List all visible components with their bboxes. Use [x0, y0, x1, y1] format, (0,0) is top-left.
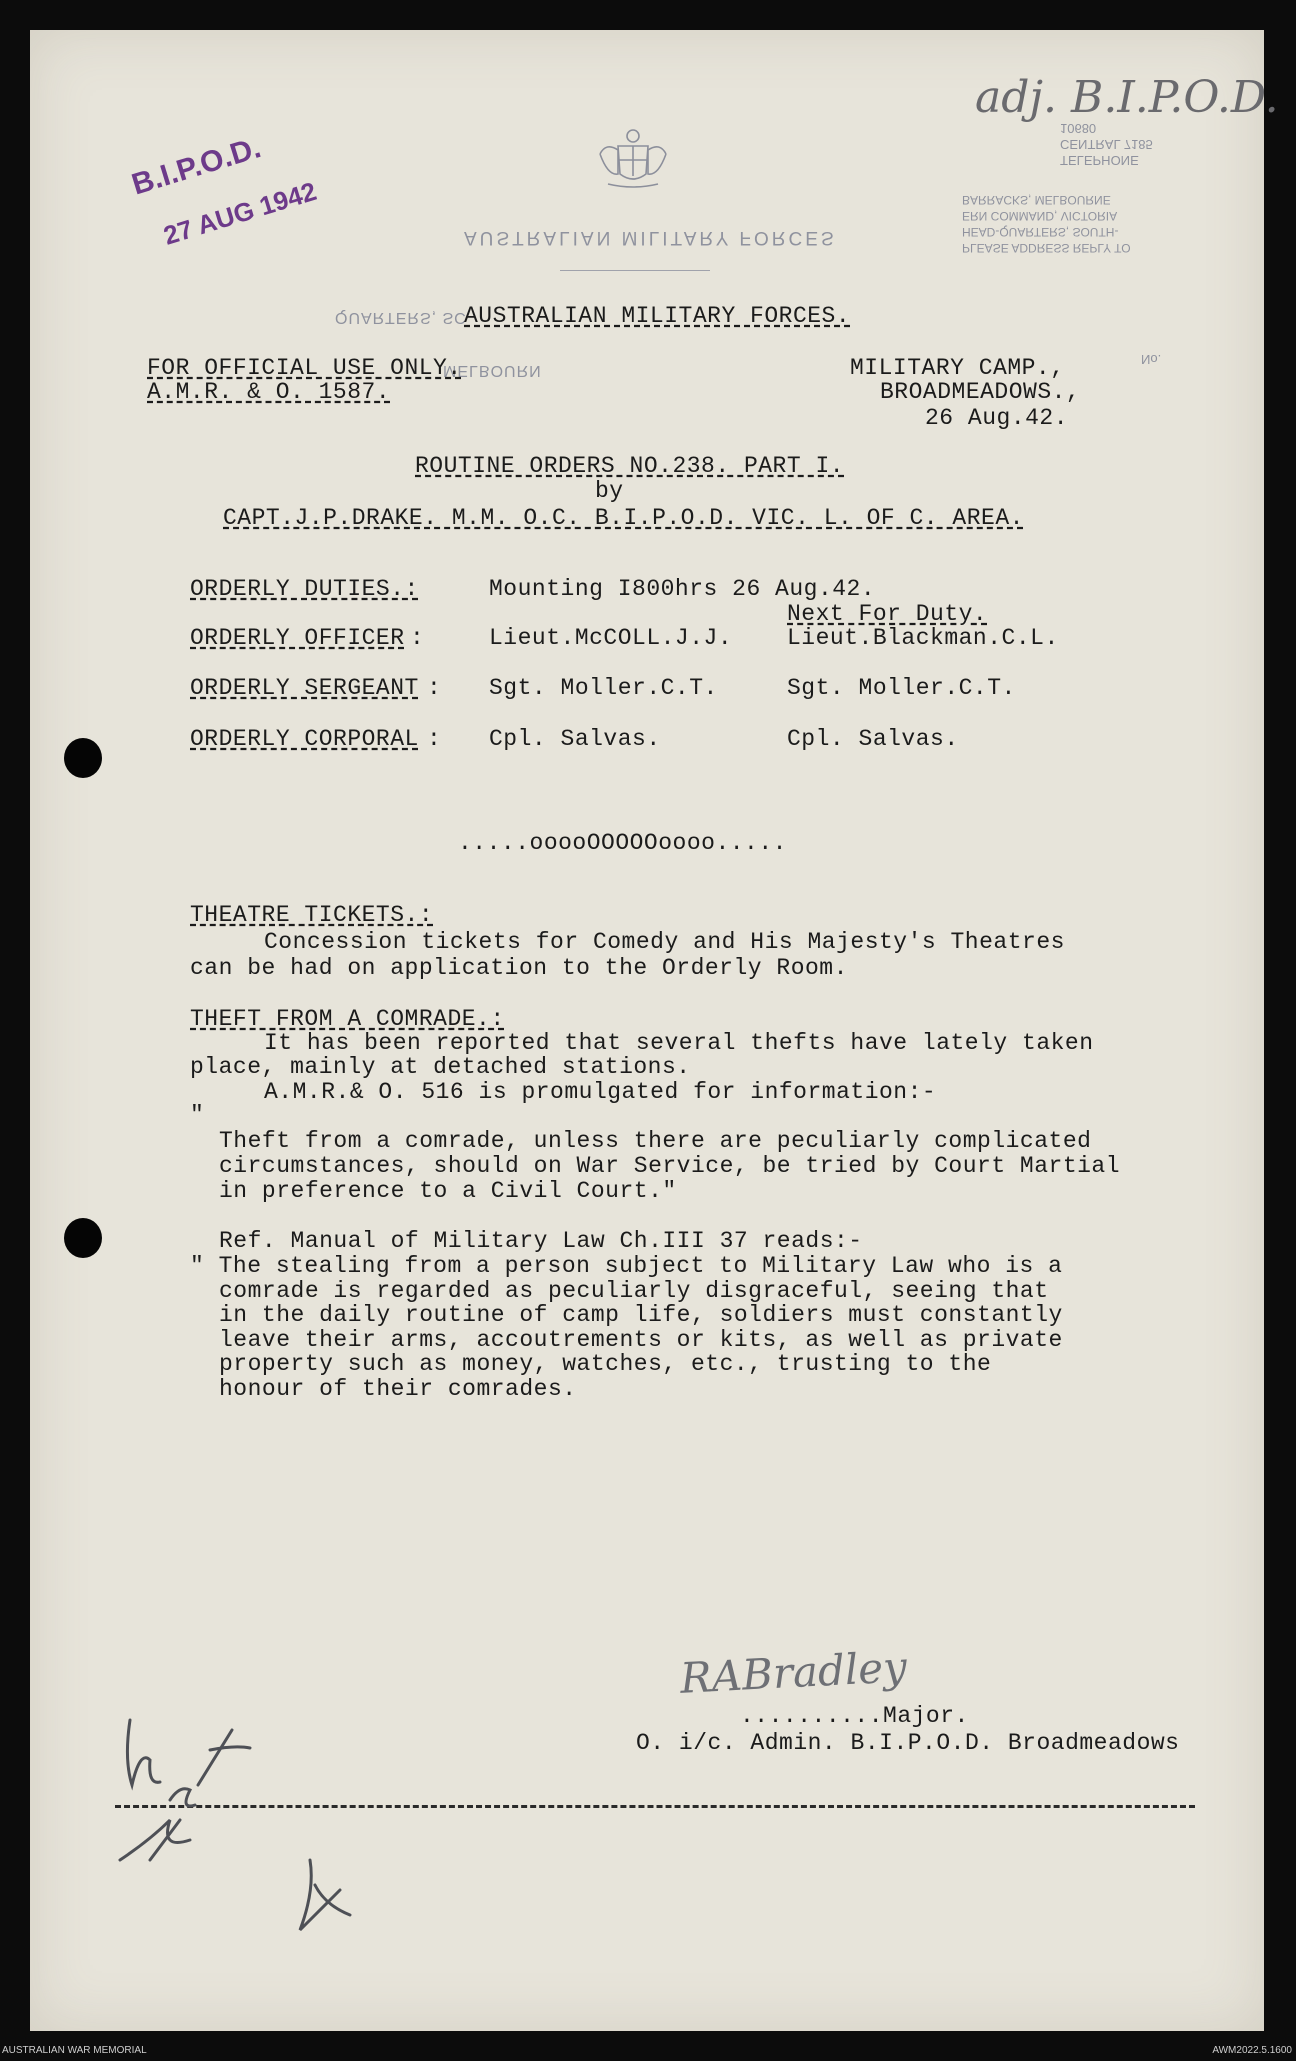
mml-quote-line-4: leave their arms, accoutrements or kits, as well as private [219, 1327, 1063, 1353]
letterhead-bleed-melbourne: MELBOURN [443, 362, 542, 379]
routine-orders-title: ROUTINE ORDERS NO.238. PART I. [415, 453, 845, 479]
theatre-tickets-line-1: Concession tickets for Comedy and His Majesty's Theatres [264, 929, 1065, 955]
letterhead-bleed-hq: QUARTERS, SC [335, 309, 467, 326]
signatory-title: O. i/c. Admin. B.I.P.O.D. Broadmeadows [636, 1730, 1180, 1756]
orderly-duties-label: ORDERLY DUTIES.: [190, 576, 419, 602]
orders-issuing-officer: CAPT.J.P.DRAKE. M.M. O.C. B.I.P.O.D. VIC. L. OF C. AREA. [223, 505, 1024, 531]
manual-military-law-ref: Ref. Manual of Military Law Ch.III 37 reads:- [219, 1228, 863, 1254]
archive-footer-left: AUSTRALIAN WAR MEMORIAL [2, 2045, 147, 2056]
handwritten-annotation: adj. B.I.P.O.D. [975, 72, 1279, 123]
orderly-officer-next: Lieut.Blackman.C.L. [787, 625, 1059, 651]
official-use-label: FOR OFFICIAL USE ONLY. [147, 355, 462, 381]
quote-open-mark: " [190, 1102, 205, 1128]
camp-location: BROADMEADOWS., [880, 379, 1081, 405]
signature-line-major: ..........Major. [740, 1703, 969, 1729]
letterhead-reply-address: PLEASE ADDRESS REPLY TO HEAD-QUARTERS, SOUTH- ERN COMMAND, VICTORIA BARRACKS, MELBOURNE [962, 193, 1131, 255]
orderly-corporal-next: Cpl. Salvas. [787, 726, 959, 752]
camp-name: MILITARY CAMP., [850, 355, 1065, 381]
letterhead-rule [560, 270, 710, 271]
amr-quote-line-1: Theft from a comrade, unless there are peculiarly complicated [219, 1128, 1092, 1154]
punch-hole-top [64, 738, 102, 778]
handwritten-signature: RABradley [678, 1642, 908, 1703]
next-for-duty-label: Next For Duty. [787, 601, 988, 627]
orderly-officer-current: Lieut.McCOLL.J.J. [489, 625, 733, 651]
amr-quote-line-2: circumstances, should on War Service, be tried by Court Martial [219, 1153, 1121, 1179]
letterhead-bleed-no: No. [1141, 352, 1162, 367]
handwritten-initials-marks [110, 1690, 370, 1950]
orderly-sergeant-label: ORDERLY SERGEANT [190, 675, 419, 701]
theatre-tickets-line-2: can be had on application to the Orderly Room. [190, 955, 848, 981]
coat-of-arms-emblem [588, 124, 678, 196]
orderly-officer-label: ORDERLY OFFICER [190, 625, 405, 651]
received-stamp-date: 27 AUG 1942 [160, 175, 320, 251]
amr-reference: A.M.R. & O. 1587. [147, 379, 391, 405]
mml-quote-line-3: in the daily routine of camp life, soldiers must constantly [219, 1302, 1063, 1328]
theatre-tickets-heading: THEATRE TICKETS.: [190, 902, 434, 928]
orders-by: by [595, 478, 624, 504]
amr-quote-line-3: in preference to a Civil Court." [219, 1178, 677, 1204]
section-separator: .....ooooOOOOOoooo..... [458, 830, 787, 856]
mounting-time: Mounting I800hrs 26 Aug.42. [489, 576, 876, 602]
document-org-title: AUSTRALIAN MILITARY FORCES. [464, 303, 851, 329]
mml-quote-line-5: property such as money, watches, etc., trusting to the [219, 1351, 992, 1377]
amr-516-reference: A.M.R.& O. 516 is promulgated for information:- [264, 1079, 937, 1105]
orderly-sergeant-current: Sgt. Moller.C.T. [489, 675, 718, 701]
received-stamp-org: B.I.P.O.D. [128, 131, 265, 202]
mml-quote-line-6: honour of their comrades. [219, 1376, 577, 1402]
archive-footer-right: AWM2022.5.1600 [1212, 2045, 1292, 2056]
letterhead-telephone: TELEPHONE CENTRAL 7185 10680 [1060, 121, 1153, 168]
orderly-sergeant-next: Sgt. Moller.C.T. [787, 675, 1016, 701]
mml-quote-line-2: comrade is regarded as peculiarly disgraceful, seeing that [219, 1278, 1049, 1304]
theft-heading: THEFT FROM A COMRADE.: [190, 1006, 505, 1032]
orderly-corporal-label: ORDERLY CORPORAL [190, 726, 419, 752]
letterhead-title: AUSTRALIAN MILITARY FORCES [464, 227, 837, 248]
orderly-corporal-current: Cpl. Salvas. [489, 726, 661, 752]
theft-line-2: place, mainly at detached stations. [190, 1054, 691, 1080]
punch-hole-bottom [64, 1218, 102, 1258]
document-date: 26 Aug.42. [925, 405, 1069, 431]
mml-quote-line-1: " The stealing from a person subject to Military Law who is a [190, 1253, 1063, 1279]
theft-line-1: It has been reported that several thefts have lately taken [264, 1030, 1094, 1056]
